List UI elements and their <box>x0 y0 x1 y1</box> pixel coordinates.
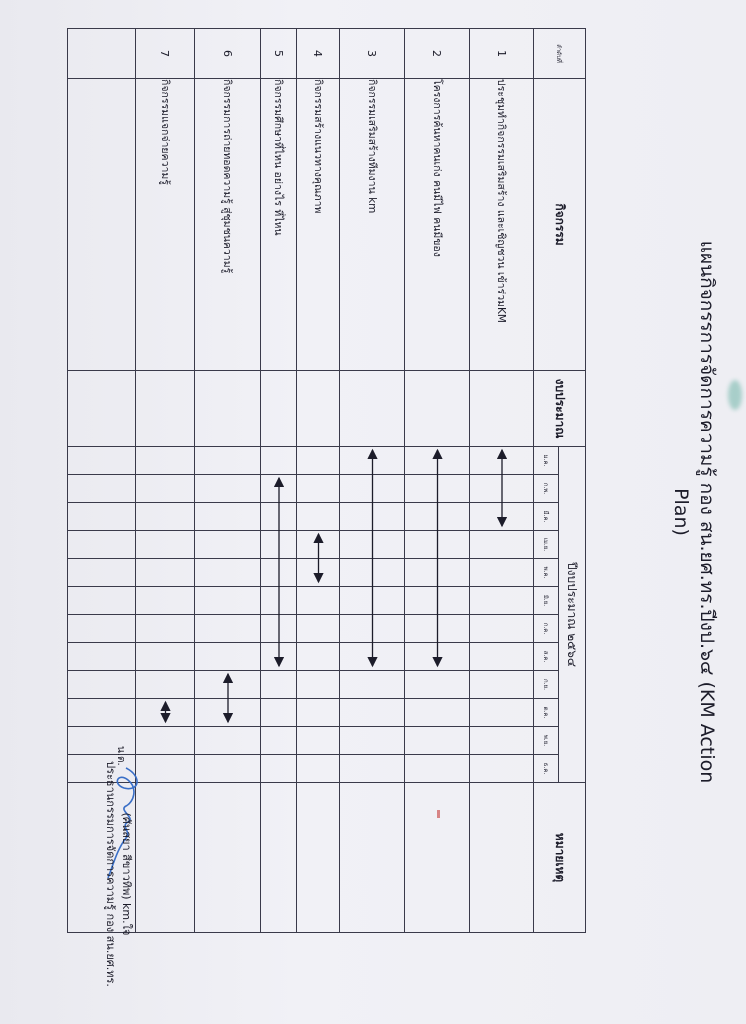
header-month: ส.ค. <box>534 643 559 671</box>
month-cell <box>470 643 534 671</box>
month-cell <box>297 699 340 727</box>
activity-number: 2 <box>405 29 470 79</box>
month-cell <box>195 503 261 531</box>
header-month: พ.ค. <box>534 559 559 587</box>
month-cell <box>261 699 297 727</box>
month-cell <box>261 643 297 671</box>
budget-cell <box>136 371 195 447</box>
activity-row <box>340 29 405 933</box>
remarks-cell <box>297 783 340 933</box>
month-cell <box>405 671 470 699</box>
signature-name: (ศันสยา สีขาวทิพ) km.ใจ <box>120 812 133 936</box>
header-month: พ.ย. <box>534 727 559 755</box>
month-cell <box>297 615 340 643</box>
remarks-cell <box>340 783 405 933</box>
month-cell <box>297 755 340 783</box>
blank-cell <box>68 671 136 699</box>
activity-row <box>470 29 534 933</box>
month-cell <box>340 699 405 727</box>
signature-position: ประธานกรรมการจัดการความรู้ กอง สน.ยศ.ทร. <box>104 761 117 987</box>
month-cell <box>340 475 405 503</box>
activity-name: กิจกรรมศึกษาที่ไหน อย่างไร ที่ไหน <box>261 79 297 371</box>
month-cell <box>297 643 340 671</box>
remarks-cell <box>261 783 297 933</box>
header-remarks: หมายเหตุ <box>534 783 586 933</box>
month-cell <box>470 699 534 727</box>
blank-cell <box>68 587 136 615</box>
month-cell <box>405 503 470 531</box>
blank-cell <box>68 503 136 531</box>
activity-name: ประชุมทำกิจกรรมเสริมสร้าง และเชิญชวน เข้าร่วมKM <box>470 79 534 371</box>
blank-cell <box>68 447 136 475</box>
month-cell <box>340 727 405 755</box>
month-cell <box>195 615 261 643</box>
blank-cell <box>68 615 136 643</box>
month-cell <box>261 503 297 531</box>
month-cell <box>195 699 261 727</box>
header-month: เม.ย. <box>534 531 559 559</box>
blank-cell <box>68 559 136 587</box>
blank-cell <box>68 531 136 559</box>
header-month: ก.พ. <box>534 475 559 503</box>
month-cell <box>340 447 405 475</box>
month-cell <box>405 727 470 755</box>
activity-row <box>405 29 470 933</box>
blank-cell <box>68 699 136 727</box>
month-cell <box>136 587 195 615</box>
header-budget: งบประมาณ <box>534 371 586 447</box>
blank-cell <box>68 371 136 447</box>
month-cell <box>261 559 297 587</box>
month-cell <box>470 755 534 783</box>
month-cell <box>261 475 297 503</box>
month-cell <box>136 699 195 727</box>
month-cell <box>470 475 534 503</box>
month-cell <box>261 587 297 615</box>
header-month: ก.ค. <box>534 615 559 643</box>
budget-cell <box>470 371 534 447</box>
month-cell <box>261 615 297 643</box>
remarks-cell <box>470 783 534 933</box>
activity-name: โครงการค้นหาคนเก่ง คนมีไฟ คนมีของ <box>405 79 470 371</box>
month-cell <box>261 447 297 475</box>
activity-row <box>261 29 297 933</box>
month-cell <box>405 615 470 643</box>
budget-cell <box>297 371 340 447</box>
remarks-cell <box>195 783 261 933</box>
month-cell <box>297 503 340 531</box>
month-cell <box>195 587 261 615</box>
month-cell <box>261 671 297 699</box>
month-cell <box>136 615 195 643</box>
activity-number: 1 <box>470 29 534 79</box>
month-cell <box>297 587 340 615</box>
month-cell <box>340 531 405 559</box>
signature-prefix: น.ต. <box>115 746 126 766</box>
header-month: มิ.ย. <box>534 587 559 615</box>
activity-number: 5 <box>261 29 297 79</box>
header-activity: กิจกรรม <box>534 79 586 371</box>
month-cell <box>136 671 195 699</box>
month-cell <box>261 531 297 559</box>
header-no: ลำดับที่ <box>534 29 586 79</box>
month-cell <box>405 643 470 671</box>
month-cell <box>136 531 195 559</box>
activity-row <box>297 29 340 933</box>
month-cell <box>297 559 340 587</box>
activity-name: กิจกรรมการถ่ายทอดความรู้ สู่ชุมชนความรู้ <box>195 79 261 371</box>
document-title: แผนกิจกรรการจัดการความรู้ กอง สน.ยศ.ทร.ปีงป.๖๔ (KM Action Plan) <box>670 240 718 784</box>
month-cell <box>195 447 261 475</box>
header-fiscal-year: ปีงบประมาณ ๒๕๖๔ <box>559 447 586 783</box>
month-cell <box>195 755 261 783</box>
blank-cell <box>68 79 136 371</box>
month-cell <box>340 559 405 587</box>
header-month: ต.ค. <box>534 699 559 727</box>
month-cell <box>405 475 470 503</box>
month-cell <box>405 587 470 615</box>
activity-number: 6 <box>195 29 261 79</box>
activity-number: 3 <box>340 29 405 79</box>
month-cell <box>297 531 340 559</box>
month-cell <box>297 727 340 755</box>
month-cell <box>340 643 405 671</box>
budget-cell <box>261 371 297 447</box>
month-cell <box>261 755 297 783</box>
month-cell <box>405 447 470 475</box>
blank-cell <box>68 29 136 79</box>
activity-name: กิจกรรมเสริมสร้างทีมงาน km <box>340 79 405 371</box>
month-cell <box>195 559 261 587</box>
month-cell <box>340 587 405 615</box>
month-cell <box>470 503 534 531</box>
month-cell <box>470 447 534 475</box>
activity-number: 4 <box>297 29 340 79</box>
header-month: ก.ย. <box>534 671 559 699</box>
month-cell <box>340 755 405 783</box>
remarks-cell <box>405 783 470 933</box>
month-cell <box>136 643 195 671</box>
month-cell <box>470 587 534 615</box>
month-cell <box>261 727 297 755</box>
month-cell <box>195 671 261 699</box>
month-cell <box>297 475 340 503</box>
month-cell <box>136 447 195 475</box>
month-cell <box>470 559 534 587</box>
budget-cell <box>340 371 405 447</box>
blank-cell <box>68 475 136 503</box>
header-month: ม.ค. <box>534 447 559 475</box>
activity-row <box>195 29 261 933</box>
month-cell <box>340 503 405 531</box>
month-cell <box>297 671 340 699</box>
month-cell <box>340 615 405 643</box>
budget-cell <box>195 371 261 447</box>
month-cell <box>470 531 534 559</box>
month-cell <box>470 671 534 699</box>
month-cell <box>470 615 534 643</box>
month-cell <box>470 727 534 755</box>
month-cell <box>136 559 195 587</box>
signature-block <box>102 744 156 1004</box>
month-cell <box>297 447 340 475</box>
month-cell <box>195 531 261 559</box>
month-cell <box>195 643 261 671</box>
month-cell <box>405 755 470 783</box>
activity-name: กิจกรรมแจกจ่ายความรู้ <box>136 79 195 371</box>
blank-cell <box>68 643 136 671</box>
month-cell <box>340 671 405 699</box>
activity-name: กิจกรรมสร้างแนวทางคุณภาพ <box>297 79 340 371</box>
month-cell <box>136 503 195 531</box>
budget-cell <box>405 371 470 447</box>
month-cell <box>136 475 195 503</box>
header-month: มี.ค. <box>534 503 559 531</box>
month-cell <box>405 531 470 559</box>
month-cell <box>405 699 470 727</box>
activity-number: 7 <box>136 29 195 79</box>
month-cell <box>405 559 470 587</box>
header-month: ธ.ค. <box>534 755 559 783</box>
month-cell <box>195 475 261 503</box>
month-cell <box>195 727 261 755</box>
